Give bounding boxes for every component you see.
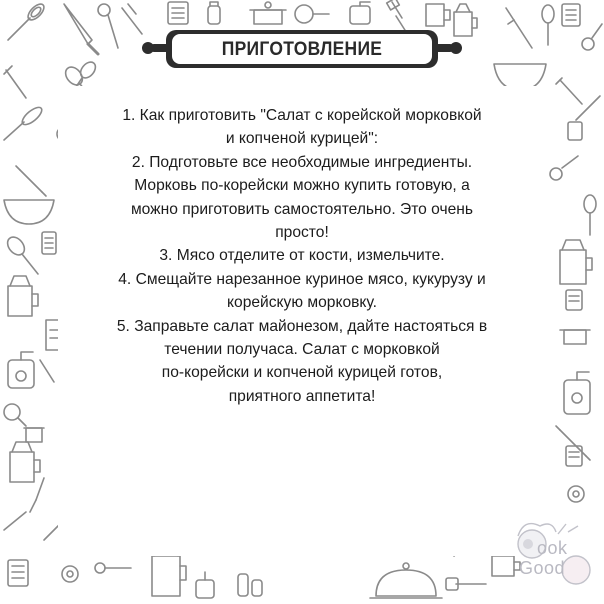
rolling-pin-icon	[556, 426, 590, 460]
step-line: 3. Мясо отделите от кости, измельчите.	[159, 247, 445, 265]
section-title: ПРИГОТОВЛЕНИЕ	[221, 39, 383, 60]
section-banner	[160, 30, 444, 70]
measuring-cup-icon	[426, 4, 450, 26]
knife-icon	[122, 4, 142, 34]
coffee-pot-icon	[8, 276, 38, 316]
grinder-icon	[196, 572, 214, 598]
grater-icon	[568, 122, 582, 140]
ladle-icon	[582, 24, 602, 50]
knife-icon	[30, 478, 44, 512]
grinder-icon	[350, 2, 370, 24]
step-line: течении получаса. Салат с морковкой	[164, 341, 440, 359]
fork-icon	[4, 66, 26, 98]
knife-icon	[506, 8, 532, 48]
grater-icon	[168, 2, 188, 24]
rolling-pin-icon	[16, 166, 46, 196]
grater-icon	[566, 290, 582, 310]
step-line: приятного аппетита!	[228, 387, 376, 405]
pepper-shaker-icon	[208, 2, 220, 24]
ladle-icon	[98, 4, 118, 48]
grinder-icon	[564, 372, 590, 414]
knife-icon	[576, 96, 600, 120]
grater-icon	[42, 232, 56, 254]
recipe-steps	[76, 104, 528, 408]
knife-icon	[40, 360, 54, 382]
pot-icon	[560, 330, 590, 344]
bowl-icon	[4, 200, 54, 224]
coffee-pot-icon	[454, 4, 477, 36]
logo-text-good: Good	[519, 558, 566, 578]
grinder-icon	[8, 352, 34, 388]
ladle-icon	[550, 156, 578, 180]
frying-pan-icon	[295, 5, 329, 23]
grater-icon	[562, 4, 580, 26]
logo-text-cook: ook	[537, 538, 568, 558]
knife-icon	[64, 4, 98, 54]
frying-pan-icon	[62, 566, 78, 582]
whisk-icon	[8, 1, 47, 40]
step-line: 1. Как приготовить "Салат с корейской морковкой	[122, 107, 482, 124]
frying-pan-icon	[568, 486, 584, 502]
step-line: просто!	[275, 224, 329, 242]
whisk-icon	[4, 104, 44, 140]
pot-icon	[24, 428, 44, 442]
spoon-icon	[542, 5, 554, 45]
spoon-icon	[4, 234, 38, 274]
step-line: 5. Заправьте салат майонезом, дайте настояться в	[116, 317, 488, 335]
step-line: Морковь по-корейски можно купить готовую, а	[134, 177, 470, 195]
step-line: 4. Смещайте нарезанное куриное мясо, кукурузу и	[118, 270, 486, 288]
pepper-shaker-icon	[238, 574, 262, 596]
ladle-icon	[95, 563, 131, 573]
grater-icon	[8, 560, 28, 586]
step-line: можно приготовить самостоятельно. Это очень	[130, 200, 474, 218]
rolling-pin-icon	[4, 512, 26, 530]
step-line: 2. Подготовьте все необходимые ингредиенты.	[131, 153, 473, 171]
step-line: и копченой курицей":	[225, 130, 379, 148]
frying-pan-icon	[4, 404, 26, 426]
coffee-pot-icon	[560, 240, 592, 284]
pot-icon	[250, 2, 286, 24]
spoon-icon	[584, 195, 596, 235]
step-line: по-корейски и копченой курицей готов,	[161, 364, 443, 382]
fork-icon	[556, 78, 582, 104]
step-line: корейскую морковку.	[227, 294, 377, 312]
coffee-pot-icon	[10, 442, 40, 482]
spatula-icon	[446, 578, 486, 590]
cloche-icon	[370, 563, 442, 598]
